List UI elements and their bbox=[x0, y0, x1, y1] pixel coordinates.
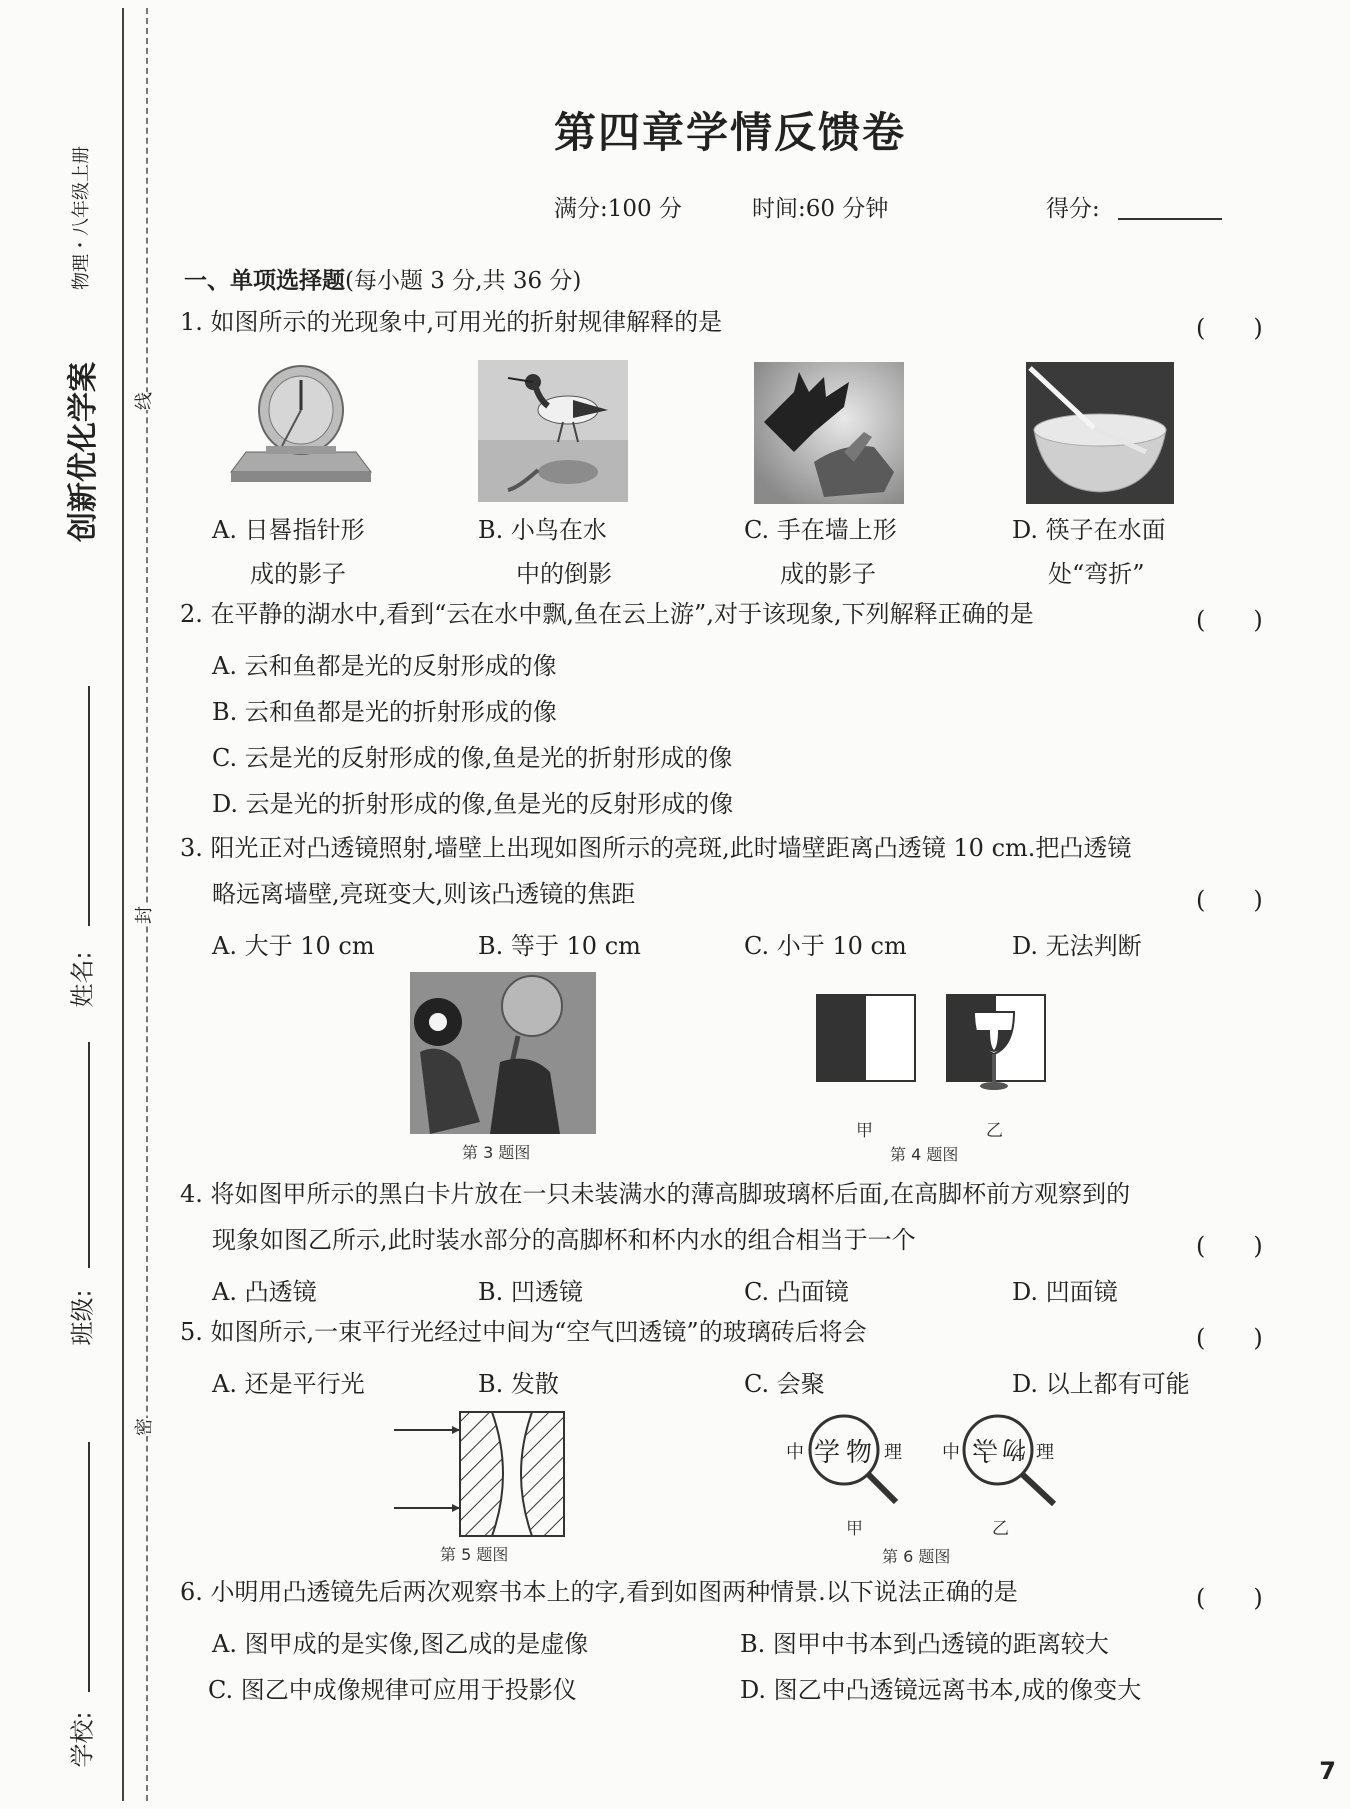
hand-shadow-image bbox=[754, 362, 904, 504]
fig5-caption: 第 5 题图 bbox=[440, 1545, 509, 1564]
fig6-char-zhong-b: 中 bbox=[942, 1442, 960, 1463]
q2-answer-bracket[interactable]: ( ) bbox=[1196, 606, 1263, 634]
q1-option-c-cont: 成的影子 bbox=[780, 560, 876, 588]
q2-option-c[interactable]: C. 云是光的反射形成的像,鱼是光的折射形成的像 bbox=[212, 744, 733, 772]
mark-secret: 密 bbox=[130, 1418, 156, 1436]
fig6-char-li-b: 理 bbox=[1036, 1442, 1054, 1463]
q3-option-c[interactable]: C. 小于 10 cm bbox=[744, 932, 907, 960]
q5-option-c[interactable]: C. 会聚 bbox=[744, 1370, 825, 1398]
name-field[interactable] bbox=[88, 686, 90, 926]
bird-image bbox=[478, 360, 628, 502]
q1-option-d[interactable]: D. 筷子在水面 bbox=[1012, 516, 1166, 544]
q4-stem-line1: 4. 将如图甲所示的黑白卡片放在一只未装满水的薄高脚玻璃杯后面,在高脚杯前方观察到的 bbox=[180, 1180, 1131, 1208]
q1-answer-bracket[interactable]: ( ) bbox=[1196, 314, 1263, 342]
page-title: 第四章学情反馈卷 bbox=[553, 108, 906, 157]
q3-option-a[interactable]: A. 大于 10 cm bbox=[212, 932, 375, 960]
q2-stem: 2. 在平静的湖水中,看到“云在水中飘,鱼在云上游”,对于该现象,下列解释正确的是 bbox=[180, 600, 1034, 628]
q1-option-a[interactable]: A. 日晷指针形 bbox=[212, 516, 365, 544]
q3-answer-bracket[interactable]: ( ) bbox=[1196, 886, 1263, 914]
subject-label: 物理・八年级上册 bbox=[71, 146, 92, 290]
school-field[interactable] bbox=[88, 1442, 90, 1692]
class-field[interactable] bbox=[88, 1042, 90, 1268]
fig6-char-xue-a: 学 bbox=[814, 1438, 841, 1468]
fig5-glass-brick bbox=[392, 1410, 572, 1540]
fig6-char-li-a: 理 bbox=[884, 1442, 902, 1463]
q5-answer-bracket[interactable]: ( ) bbox=[1196, 1324, 1263, 1352]
name-label: 姓名: bbox=[68, 951, 97, 1008]
score-field[interactable] bbox=[1118, 218, 1222, 220]
fig4-card-b bbox=[946, 994, 1046, 1082]
q3-option-b[interactable]: B. 等于 10 cm bbox=[478, 932, 641, 960]
brand-logo: 创新优化学案 bbox=[66, 362, 101, 542]
q3-option-d[interactable]: D. 无法判断 bbox=[1012, 932, 1142, 960]
section-note: (每小题 3 分,共 36 分) bbox=[345, 268, 582, 294]
section-title: 一、单项选择题 bbox=[184, 268, 345, 294]
q4-option-c[interactable]: C. 凸面镜 bbox=[744, 1278, 849, 1306]
q2-option-d[interactable]: D. 云是光的折射形成的像,鱼是光的反射形成的像 bbox=[212, 790, 734, 818]
q6-option-b[interactable]: B. 图甲中书本到凸透镜的距离较大 bbox=[740, 1630, 1109, 1658]
q4-stem-line2: 现象如图乙所示,此时装水部分的高脚杯和杯内水的组合相当于一个 bbox=[212, 1226, 916, 1254]
q1-option-d-cont: 处“弯折” bbox=[1048, 560, 1145, 588]
mark-line: 线 bbox=[130, 392, 156, 410]
q5-option-b[interactable]: B. 发散 bbox=[478, 1370, 559, 1398]
q2-option-a[interactable]: A. 云和鱼都是光的反射形成的像 bbox=[212, 652, 557, 680]
q6-stem: 6. 小明用凸透镜先后两次观察书本上的字,看到如图两种情景.以下说法正确的是 bbox=[180, 1578, 1018, 1606]
fig4-caption: 第 4 题图 bbox=[890, 1145, 959, 1164]
chopstick-bowl-image bbox=[1026, 362, 1174, 504]
margin-solid-line bbox=[122, 8, 124, 1801]
school-label: 学校: bbox=[68, 1711, 97, 1768]
fig6-label-b: 乙 bbox=[992, 1519, 1009, 1539]
fig6-magnifier-b bbox=[940, 1412, 1080, 1532]
q5-option-a[interactable]: A. 还是平行光 bbox=[212, 1370, 365, 1398]
q6-option-c[interactable]: C. 图乙中成像规律可应用于投影仪 bbox=[208, 1676, 577, 1704]
q1-stem: 1. 如图所示的光现象中,可用光的折射规律解释的是 bbox=[180, 308, 723, 336]
q6-option-d[interactable]: D. 图乙中凸透镜远离书本,成的像变大 bbox=[740, 1676, 1142, 1704]
q1-option-b[interactable]: B. 小鸟在水 bbox=[478, 516, 607, 544]
q2-option-b[interactable]: B. 云和鱼都是光的折射形成的像 bbox=[212, 698, 557, 726]
fig3-lens-image bbox=[410, 972, 596, 1134]
fig6-char-wu-b: 物 bbox=[1002, 1435, 1026, 1463]
q3-stem-line2: 略远离墙壁,亮斑变大,则该凸透镜的焦距 bbox=[212, 880, 636, 908]
q4-option-a[interactable]: A. 凸透镜 bbox=[212, 1278, 317, 1306]
fig3-caption: 第 3 题图 bbox=[462, 1143, 531, 1162]
q1-option-c[interactable]: C. 手在墙上形 bbox=[744, 516, 897, 544]
q1-option-b-cont: 中的倒影 bbox=[516, 560, 612, 588]
fig6-char-wu-a: 物 bbox=[846, 1438, 873, 1468]
q4-option-b[interactable]: B. 凹透镜 bbox=[478, 1278, 583, 1306]
q1-option-a-cont: 成的影子 bbox=[250, 560, 346, 588]
exam-time: 时间:60 分钟 bbox=[752, 196, 889, 222]
fig4-card-a bbox=[816, 994, 916, 1082]
fig4-label-b: 乙 bbox=[986, 1121, 1003, 1141]
q4-answer-bracket[interactable]: ( ) bbox=[1196, 1232, 1263, 1260]
full-score: 满分:100 分 bbox=[554, 196, 682, 222]
fig6-caption: 第 6 题图 bbox=[882, 1547, 951, 1566]
q6-option-a[interactable]: A. 图甲成的是实像,图乙成的是虚像 bbox=[212, 1630, 589, 1658]
fig6-char-zhong-a: 中 bbox=[786, 1442, 804, 1463]
q6-answer-bracket[interactable]: ( ) bbox=[1196, 1584, 1263, 1612]
q4-option-d[interactable]: D. 凹面镜 bbox=[1012, 1278, 1118, 1306]
fig4-label-a: 甲 bbox=[856, 1121, 873, 1141]
score-label: 得分: bbox=[1046, 196, 1100, 222]
section-heading bbox=[184, 262, 581, 295]
class-label: 班级: bbox=[68, 1289, 97, 1346]
q5-stem: 5. 如图所示,一束平行光经过中间为“空气凹透镜”的玻璃砖后将会 bbox=[180, 1318, 867, 1346]
fig6-label-a: 甲 bbox=[846, 1519, 863, 1539]
q3-stem-line1: 3. 阳光正对凸透镜照射,墙壁上出现如图所示的亮斑,此时墙壁距离凸透镜 10 cm.把凸透镜 bbox=[180, 834, 1132, 862]
sundial-image bbox=[226, 362, 376, 490]
q5-option-d[interactable]: D. 以上都有可能 bbox=[1012, 1370, 1190, 1398]
page-number: 7 bbox=[1319, 1757, 1336, 1785]
fig6-char-xue-b: 学 bbox=[972, 1438, 999, 1468]
margin-dashed-line bbox=[146, 8, 148, 1801]
mark-seal: 封 bbox=[130, 906, 156, 924]
